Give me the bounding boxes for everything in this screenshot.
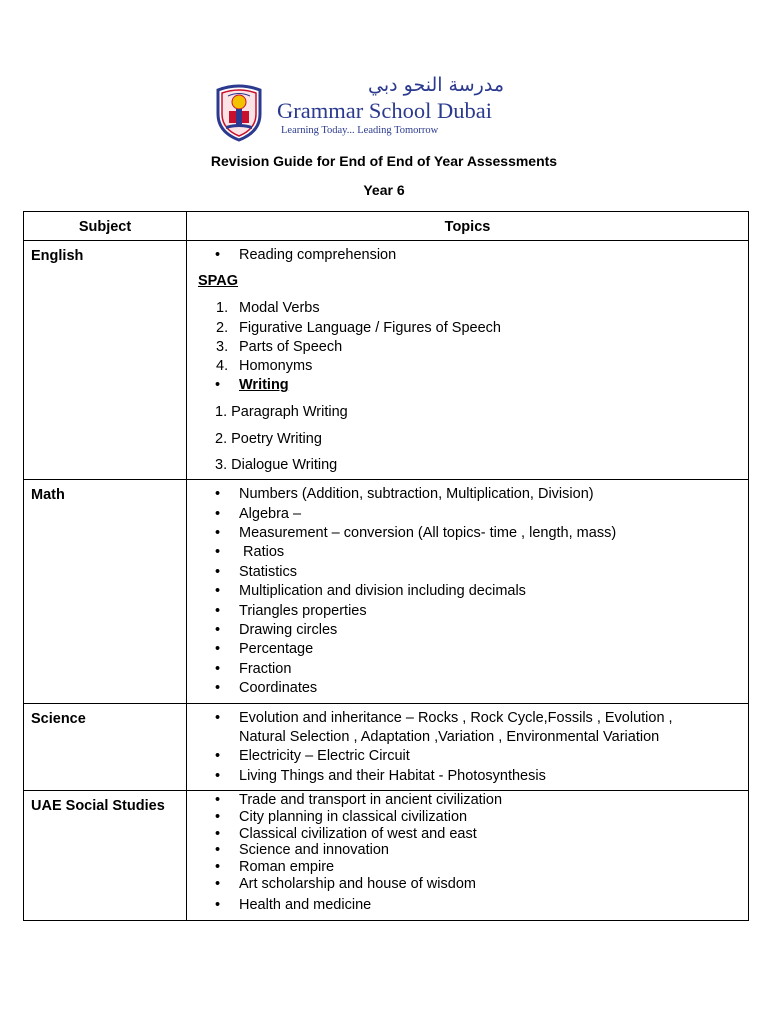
list-item: • Reading comprehension [187, 246, 748, 265]
list-item: • City planning in classical civilization [187, 809, 748, 826]
math-list [187, 485, 748, 698]
table-row-english [24, 241, 749, 480]
list-item: 3. Parts of Speech [216, 338, 343, 355]
list-item: • Science and innovation [187, 842, 748, 859]
revision-table [23, 211, 749, 921]
list-item: • Multiplication and division including decimals [187, 582, 748, 601]
spag-heading: SPAG [198, 273, 239, 290]
school-name-arabic: مدرسة النحو دبي [368, 74, 504, 96]
year-title: Year 6 [363, 182, 405, 198]
topics-math [187, 480, 749, 703]
list-item: • Evolution and inheritance – Rocks , Rock Cycle,Fossils , Evolution , Natural Selection , Adaptation ,Variation , Environmental Variation [187, 709, 708, 748]
table-row-math [24, 480, 749, 703]
list-item: • Measurement – conversion (All topics- time , length, mass) [187, 524, 748, 543]
list-item: • Drawing circles [187, 621, 748, 640]
header-topics: Topics [187, 212, 749, 241]
list-item: • Algebra – [187, 505, 748, 524]
table-row-science [24, 703, 749, 791]
list-item: • Living Things and their Habitat - Photosynthesis [187, 767, 708, 786]
list-item: 1. Modal Verbs [216, 300, 320, 317]
writing-item: 1. Paragraph Writing [215, 404, 348, 421]
list-item: • Art scholarship and house of wisdom [187, 876, 748, 893]
school-name: Grammar School Dubai [277, 98, 492, 123]
list-item: • Electricity – Electric Circuit [187, 747, 708, 766]
school-tagline: Learning Today... Leading Tomorrow [281, 125, 439, 136]
list-item: • Health and medicine [187, 896, 748, 915]
list-item: 4. Homonyms [216, 358, 313, 375]
document-title: Revision Guide for End of End of Year Assessments [210, 153, 558, 169]
list-item: • Numbers (Addition, subtraction, Multiplication, Division) [187, 485, 748, 504]
subject-math: Math [24, 480, 187, 703]
list-item: • Classical civilization of west and east [187, 826, 748, 843]
writing-item: 2. Poetry Writing [215, 430, 322, 447]
writing-item: 3. Dialogue Writing [215, 457, 338, 474]
table-header-row [24, 212, 749, 241]
topics-social-studies [187, 791, 749, 921]
list-item: • Triangles properties [187, 602, 748, 621]
list-item: • Fraction [187, 660, 748, 679]
subject-english: English [24, 241, 187, 480]
school-crest-icon [214, 80, 264, 142]
list-item: • Trade and transport in ancient civilization [187, 792, 748, 809]
list-item: • Ratios [187, 543, 748, 562]
writing-heading: • Writing [187, 376, 748, 395]
list-item: • Statistics [187, 563, 748, 582]
list-item: • Percentage [187, 640, 748, 659]
list-item: • Coordinates [187, 679, 748, 698]
english-bullets [187, 246, 748, 265]
science-list [187, 709, 748, 787]
subject-social-studies: UAE Social Studies [24, 791, 187, 921]
table-row-social-studies [24, 791, 749, 921]
list-item: • Roman empire [187, 859, 748, 876]
topics-english [187, 241, 749, 480]
social-list [187, 792, 748, 892]
writing-bullet [187, 376, 748, 395]
subject-science: Science [24, 703, 187, 791]
list-item: 2. Figurative Language / Figures of Speech [216, 319, 501, 336]
social-list-last [187, 896, 748, 915]
spag-list [187, 299, 748, 376]
topics-science [187, 703, 749, 791]
header-subject: Subject [24, 212, 187, 241]
